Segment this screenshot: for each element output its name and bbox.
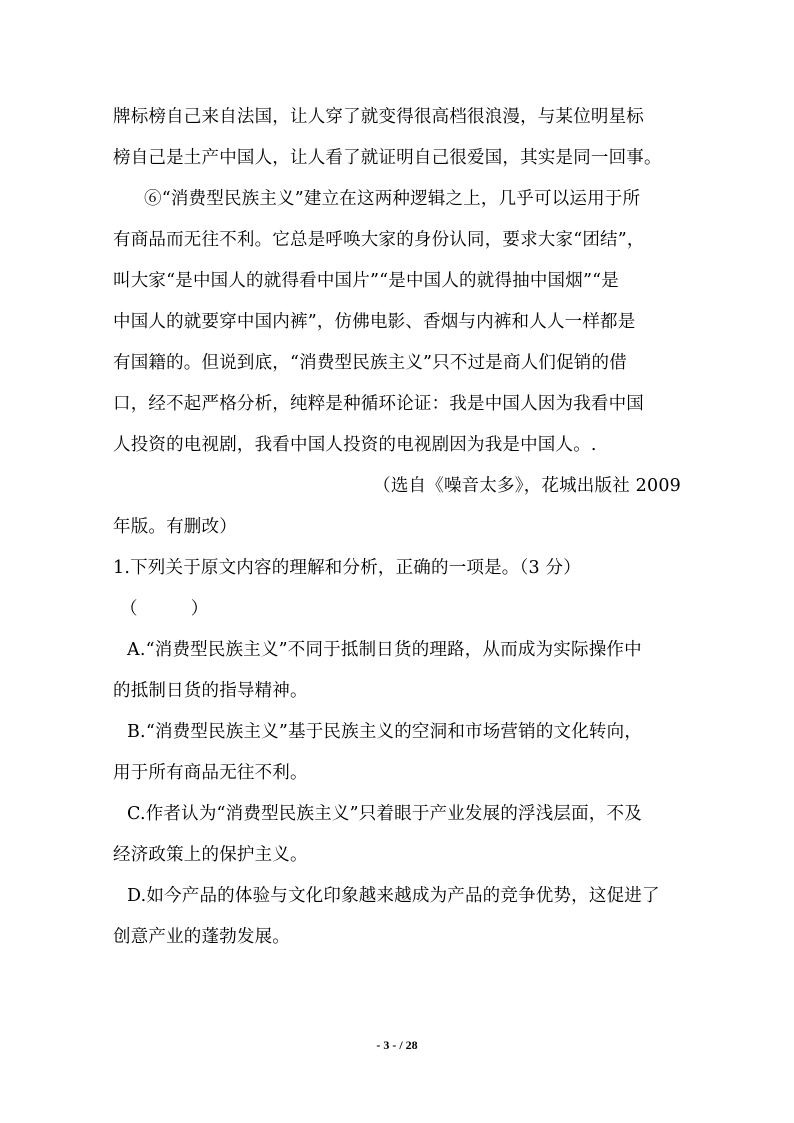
question-stem: 1.下列关于原文内容的理解和分析，正确的一项是。（3 分） [113,558,581,578]
option-c-cont: 经济政策上的保护主义。 [113,845,308,865]
paragraph-line: 榜自己是土产中国人，让人看了就证明自己很爱国，其实是同一回事。 [113,148,662,168]
option-c: C.作者认为“消费型民族主义”只着眼于产业发展的浮浅层面，不及 [127,804,642,824]
option-a-cont: 的抵制日货的指导精神。 [113,681,308,701]
paragraph-line: 中国人的就要穿中国内裤”，仿佛电影、香烟与内裤和人人一样都是 [113,312,636,332]
source-citation: （选自《噪音太多》，花城出版社 2009 [373,476,681,496]
source-citation-cont: 年版。有删改） [113,517,237,537]
answer-blank: （ ） [120,599,209,619]
paragraph-line: 口，经不起严格分析，纯粹是种循环论证：我是中国人因为我看中国 [113,394,644,414]
option-a: A.“消费型民族主义”不同于抵制日货的理路，从而成为实际操作中 [127,640,642,660]
paragraph-line: 人投资的电视剧，我看中国人投资的电视剧因为我是中国人。. [113,435,597,455]
option-b-cont: 用于所有商品无往不利。 [113,763,308,783]
paragraph-line: ⑥“消费型民族主义”建立在这两种逻辑之上，几乎可以运用于所 [144,189,641,209]
option-b: B.“消费型民族主义”基于民族主义的空洞和市场营销的文化转向， [127,722,643,742]
paragraph-line: 牌标榜自己来自法国，让人穿了就变得很高档很浪漫，与某位明星标 [113,107,644,127]
paragraph-line: 有国籍的。但说到底，“消费型民族主义”只不过是商人们促销的借 [113,353,627,373]
page-number: - 3 - / 28 [376,1038,418,1052]
option-d: D.如今产品的体验与文化印象越来越成为产品的竞争优势，这促进了 [127,886,660,906]
option-d-cont: 创意产业的蓬勃发展。 [113,927,290,947]
paragraph-line: 叫大家“是中国人的就得看中国片”“是中国人的就得抽中国烟”“是 [113,271,619,291]
paragraph-line: 有商品而无往不利。它总是呼唤大家的身份认同，要求大家“团结”， [113,230,645,250]
